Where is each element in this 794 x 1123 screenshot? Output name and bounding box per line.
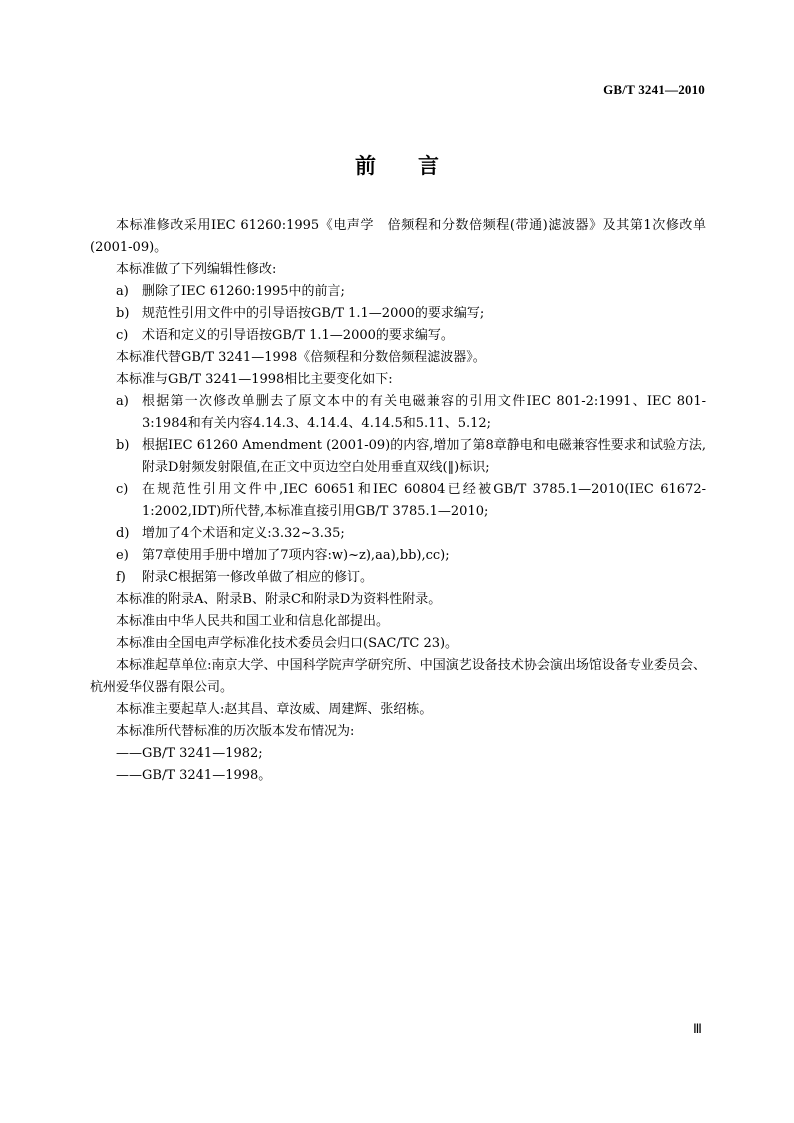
list-marker: a) (116, 394, 129, 409)
paragraph-under-jurisdiction: 本标准由全国电声学标准化技术委员会归口(SAC/TC 23)。 (116, 636, 459, 651)
list-item-text: 术语和定义的引导语按GB/T 1.1—2000的要求编写。 (142, 328, 454, 343)
paragraph-editorial-intro: 本标准做了下列编辑性修改: (116, 262, 277, 277)
list-item-editorial-c (90, 325, 706, 347)
foreword-body (90, 215, 706, 787)
list-marker: b) (116, 306, 130, 321)
page-number: Ⅲ (693, 1021, 702, 1036)
paragraph-drafters: 本标准主要起草人:赵其昌、章汝威、周建辉、张绍栋。 (116, 702, 433, 717)
standard-number-header: GB/T 3241—2010 (603, 82, 705, 97)
list-item-text: 规范性引用文件中的引导语按GB/T 1.1—2000的要求编写; (142, 306, 485, 321)
list-marker: e) (116, 548, 129, 563)
list-item-change-a (90, 391, 706, 435)
list-marker: f) (116, 570, 126, 585)
list-item-editorial-a (90, 281, 706, 303)
paragraph-previous-editions-intro: 本标准所代替标准的历次版本发布情况为: (116, 724, 355, 739)
list-item-change-d (90, 523, 706, 545)
paragraph-proposed-by: 本标准由中华人民共和国工业和信息化部提出。 (116, 614, 390, 629)
list-item-text: 增加了4个术语和定义:3.32~3.35; (142, 526, 345, 541)
previous-edition-item: ——GB/T 3241—1998。 (116, 768, 272, 783)
list-item-text: 删除了IEC 61260:1995中的前言; (142, 284, 345, 299)
list-item-text: 根据IEC 61260 Amendment (2001-09)的内容,增加了第8章静电和电磁兼容性要求和试验方法,附录D射频发射限值,在正文中页边空白处用垂直双线(‖)标识; (142, 438, 706, 475)
list-marker: c) (116, 482, 129, 497)
list-marker: b) (116, 438, 130, 453)
list-item-text: 第7章使用手册中增加了7项内容:w)~z),aa),bb),cc); (142, 548, 450, 563)
paragraph-changes-intro: 本标准与GB/T 3241—1998相比主要变化如下: (116, 372, 393, 387)
list-item-change-c (90, 479, 706, 523)
page-title: 前言 (355, 154, 481, 178)
paragraph-adoption: 本标准修改采用IEC 61260:1995《电声学 倍频程和分数倍频程(带通)滤波器》及其第1次修改单(2001-09)。 (90, 218, 706, 255)
list-item-text: 根据第一次修改单删去了原文本中的有关电磁兼容的引用文件IEC 801-2:1991、IEC 801-3:1984和有关内容4.14.3、4.14.4、4.14.5和5.11、5.12; (142, 394, 706, 431)
list-item-change-f (90, 567, 706, 589)
list-item-change-e (90, 545, 706, 567)
list-item-editorial-b (90, 303, 706, 325)
list-marker: d) (116, 526, 130, 541)
paragraph-drafting-units: 本标准起草单位:南京大学、中国科学院声学研究所、中国演艺设备技术协会演出场馆设备专业委员会、杭州爱华仪器有限公司。 (90, 658, 706, 695)
paragraph-replaces: 本标准代替GB/T 3241—1998《倍频程和分数倍频程滤波器》。 (116, 350, 486, 365)
previous-edition-item: ——GB/T 3241—1982; (116, 746, 263, 761)
list-marker: c) (116, 328, 129, 343)
list-marker: a) (116, 284, 129, 299)
list-item-text: 在规范性引用文件中,IEC 60651和IEC 60804已经被GB/T 3785.1—2010(IEC 61672-1:2002,IDT)所代替,本标准直接引用GB/T 3785.1—2010; (142, 482, 706, 519)
list-item-text: 附录C根据第一修改单做了相应的修订。 (142, 570, 373, 585)
paragraph-annexes: 本标准的附录A、附录B、附录C和附录D为资料性附录。 (116, 592, 442, 607)
list-item-change-b (90, 435, 706, 479)
